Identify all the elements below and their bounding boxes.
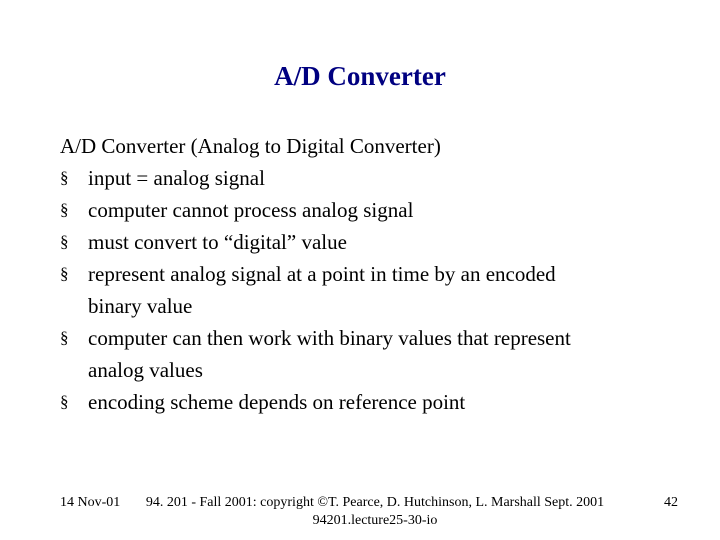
bullet-text: computer cannot process analog signal (88, 198, 414, 222)
bullet-text: input = analog signal (88, 166, 265, 190)
bullet-marker-icon: § (60, 392, 69, 411)
bullet-item (60, 162, 680, 194)
bullet-item (60, 258, 680, 322)
footer-copyright-line: 94. 201 - Fall 2001: copyright ©T. Pearce, D. Hutchinson, L. Marshall Sept. 2001 (145, 495, 605, 510)
bullet-item (60, 194, 680, 226)
footer-lecture-id: 94201.lecture25-30-io (312, 513, 438, 528)
intro-line: A/D Converter (Analog to Digital Converter) (60, 134, 441, 158)
bullet-item (60, 386, 680, 418)
bullet-text: computer can then work with binary values that represent (88, 326, 571, 350)
bullet-text: represent analog signal at a point in time by an encoded (88, 262, 556, 286)
bullet-item (60, 322, 680, 386)
page-number: 42 (664, 495, 678, 510)
bullet-marker-icon: § (60, 168, 69, 187)
bullet-text: must convert to “digital” value (88, 230, 347, 254)
footer-date: 14 Nov-01 (60, 495, 121, 510)
footer-copyright (140, 494, 610, 530)
bullet-text-continuation: analog values (88, 358, 203, 382)
bullet-marker-icon: § (60, 328, 69, 347)
slide-title: A/D Converter (274, 61, 446, 91)
bullet-list (60, 162, 680, 418)
bullet-marker-icon: § (60, 232, 69, 251)
slide-body (60, 130, 680, 418)
bullet-text: encoding scheme depends on reference point (88, 390, 466, 414)
bullet-marker-icon: § (60, 264, 69, 283)
bullet-item (60, 226, 680, 258)
bullet-marker-icon: § (60, 200, 69, 219)
bullet-text-continuation: binary value (88, 294, 193, 318)
